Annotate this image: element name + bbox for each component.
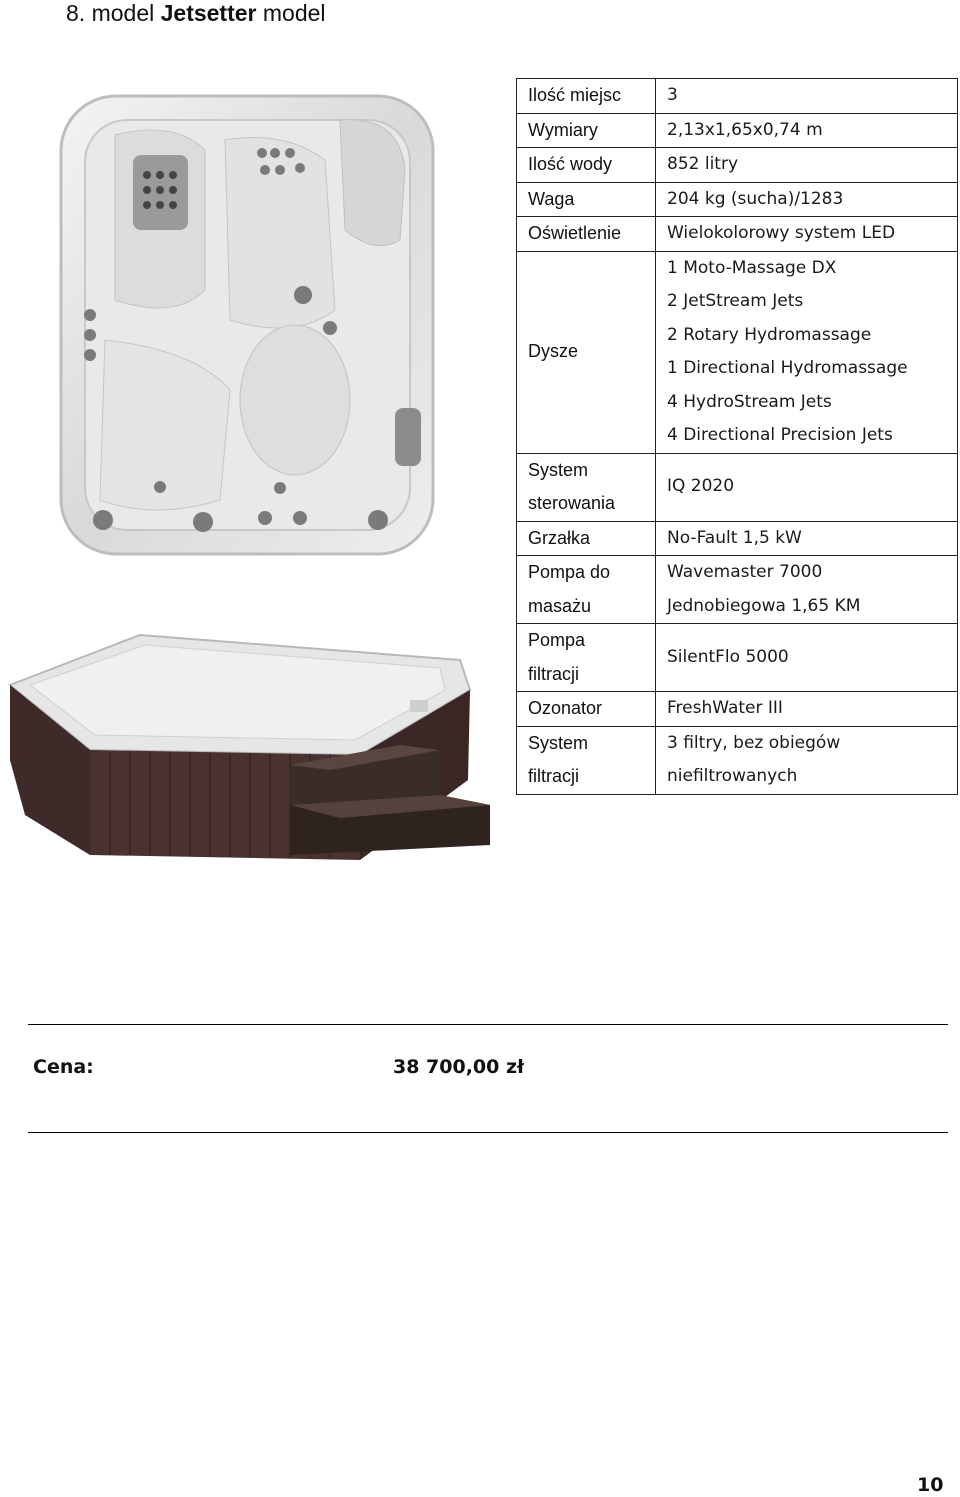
spec-value-line: SilentFlo 5000 [667,646,789,667]
spec-value [656,521,958,556]
spec-key-line: filtracji [528,663,580,684]
spec-key-line: System [528,459,589,480]
spec-value-line: 4 HydroStream Jets [667,391,832,412]
spec-key [517,521,656,556]
spec-value [656,453,958,521]
spec-key [517,692,656,727]
spec-key-line: masażu [528,595,592,616]
divider-top [28,1024,948,1025]
spec-value-line: 1 Directional Hydromassage [667,358,908,378]
title-suffix: model [256,0,326,26]
hot-tub-top-view [55,90,440,560]
spec-value-line: Wielokolorowy system LED [667,223,896,243]
spec-value [656,624,958,692]
spec-value [656,182,958,217]
spec-value-line: 3 [667,85,678,105]
page-number: 10 [917,1474,944,1496]
spec-key [517,182,656,217]
spec-value-line: 4 Directional Precision Jets [667,425,893,445]
hot-tub-side-view [0,630,500,870]
spec-value-line: 204 kg (sucha)/1283 [667,188,844,209]
price-label: Cena: [33,1056,94,1078]
spec-value-line: FreshWater III [667,698,783,718]
spec-row [517,692,958,727]
spec-value [656,726,958,794]
spec-value [656,217,958,252]
spec-row [517,453,958,521]
spec-row [517,113,958,148]
spec-row [517,521,958,556]
spec-key-line: Oświetlenie [528,223,622,243]
spec-key [517,251,656,453]
spec-key-line: filtracji [528,766,580,786]
spec-value [656,251,958,453]
spec-row [517,217,958,252]
spec-value-line: 1 Moto-Massage DX [667,257,837,278]
spec-key [517,556,656,624]
spec-value [656,148,958,183]
title-model: Jetsetter [160,0,257,26]
spec-key-line: Ilość wody [528,154,613,174]
spec-key-line: Ozonator [528,698,603,718]
spec-key-line: Waga [528,188,575,209]
spec-value-line: 852 litry [667,154,739,174]
spec-table [516,78,958,795]
spec-key-line: sterowania [528,493,616,513]
spec-row [517,251,958,453]
spec-row [517,624,958,692]
spec-value-line: 2 Rotary Hydromassage [667,324,872,345]
divider-bottom [28,1132,948,1133]
spec-row [517,726,958,794]
spec-value [656,113,958,148]
spec-value-line: 2 JetStream Jets [667,291,804,311]
spec-value [656,79,958,114]
spec-key-line: Ilość miejsc [528,85,622,105]
spec-row [517,182,958,217]
spec-row [517,79,958,114]
page-title [66,0,326,26]
spec-key-line: Pompa do [528,562,611,582]
spec-row [517,556,958,624]
spec-key-line: Wymiary [528,119,598,140]
spec-key [517,79,656,114]
spec-value-line: No-Fault 1,5 kW [667,527,802,548]
spec-key [517,217,656,252]
spec-key-line: Dysze [528,341,579,362]
spec-value-line: 2,13x1,65x0,74 m [667,119,823,140]
spec-value [656,556,958,624]
spec-value-line: 3 filtry, bez obiegów [667,732,841,753]
spec-key [517,148,656,183]
spec-value [656,692,958,727]
price-value: 38 700,00 zł [393,1056,525,1078]
title-number: 8. model [66,0,161,26]
spec-key [517,113,656,148]
spec-key [517,726,656,794]
spec-value-line: Wavemaster 7000 [667,562,823,582]
spec-key-line: System [528,732,589,753]
spec-key [517,453,656,521]
spec-key-line: Pompa [528,630,586,650]
spec-row [517,148,958,183]
spec-value-line: niefiltrowanych [667,766,798,786]
spec-value-line: Jednobiegowa 1,65 KM [667,595,861,616]
spec-key [517,624,656,692]
spec-key-line: Grzałka [528,527,591,548]
spec-value-line: IQ 2020 [667,476,735,497]
